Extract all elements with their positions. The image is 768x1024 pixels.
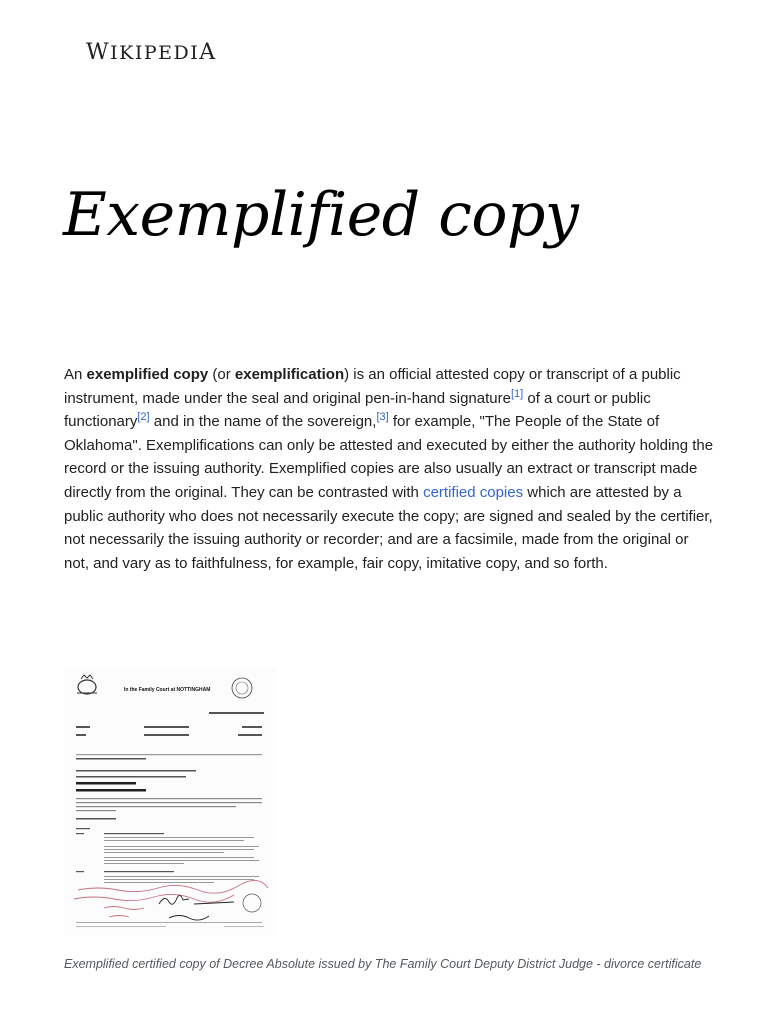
reference-link-2[interactable]: [2] [137,411,150,424]
bold-term: exemplification [234,366,345,383]
certified-copies-link[interactable]: certified copies [423,483,524,501]
bold-term: exemplified copy [86,366,209,383]
reference-link-1[interactable]: [1] [510,387,524,400]
reference-link-3[interactable]: [3] [376,411,389,424]
image-caption: Exemplified certified copy of Decree Absolute issued by The Family Court Deputy District Judge - divorce certificate [64,957,702,971]
court-heading: In the Family Court at NOTTINGHAM [124,687,211,693]
wikipedia-wordmark[interactable]: WIKIPEDIA [86,40,217,65]
document-scan [64,668,276,936]
article-paragraph: An exemplified copy (or exemplification) is an official attested copy or transcript of a public instrument, made under the seal and original pen-in-hand signature[1] of a court or public functionary[2] and in the name of the sovereign,[3] for example, "The People of the State of Oklahoma". Exemplifications can only be attested and executed by either the authority holding the record or the issuing authority. Exemplified copies are also usually an extract or transcript made directly from the original. They can be contrasted with certified copies which are attested by a public authority who does not necessarily execute the copy; are signed and sealed by the certifier, not necessarily the issuing authority or recorder; and are a facsimile, made from the original or not, and vary as to faithfulness, for example, fair copy, imitative copy, and so forth. [64,366,714,572]
page-title: Exemplified copy [63,180,579,250]
decree-absolute-image[interactable] [64,668,276,936]
